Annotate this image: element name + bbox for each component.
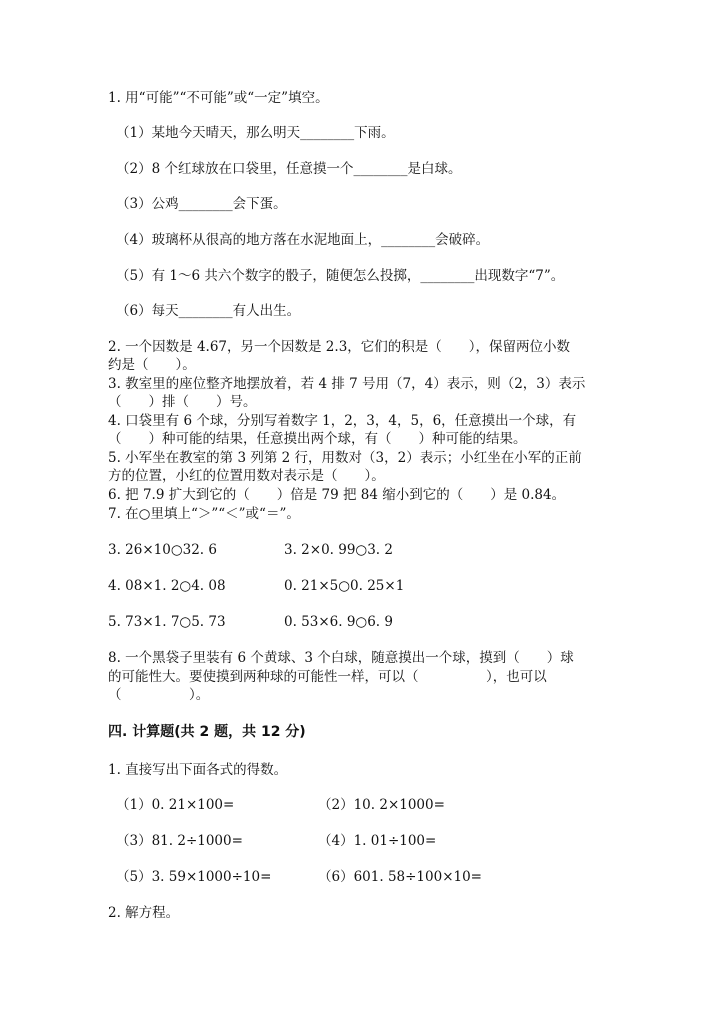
q7-row-2-left: 4. 08×1. 2○4. 08 [108,578,226,594]
q7-row-1-right: 3. 2×0. 99○3. 2 [284,542,393,558]
q1-item-4: （4）玻璃杯从很高的地方落在水泥地面上，________会破碎。 [116,232,490,248]
calc-5: （5）3. 59×1000÷10= [116,869,272,885]
q5-line-2: 方的位置，小红的位置用数对表示是（ ）。 [108,468,385,484]
q1-item-6: （6）每天________有人出生。 [116,303,301,319]
calc-instruction: 1. 直接写出下面各式的得数。 [108,762,288,778]
section-4-heading: 四. 计算题(共 2 题，共 12 分) [108,724,306,740]
q1-item-2: （2）8 个红球放在口袋里，任意摸一个________是白球。 [116,161,462,177]
calc-6: （6）601. 58÷100×10= [318,869,482,885]
q4-line-2: （ ）种可能的结果，任意摸出两个球，有（ ）种可能的结果。 [108,431,527,447]
calc-1: （1）0. 21×100= [116,797,235,813]
calc-4: （4）1. 01÷100= [318,833,437,849]
q7-row-2-right: 0. 21×5○0. 25×1 [284,578,405,594]
q1-item-5: （5）有 1～6 共六个数字的骰子，随便怎么投掷，________出现数字“7”。 [116,268,565,284]
q3-line-2: （ ）排（ ）号。 [108,394,257,410]
q8-line-2: 的可能性大。要使摸到两种球的可能性一样，可以（ ），也可以 [108,669,547,685]
q7-row-3-right: 0. 53×6. 9○6. 9 [284,614,393,630]
calc-2: （2）10. 2×1000= [318,797,445,813]
q1-item-3: （3）公鸡________会下蛋。 [116,196,287,212]
q7-title: 7. 在○里填上“＞”“＜”或“＝”。 [108,506,300,522]
q8-line-3: （ ）。 [108,687,210,703]
q1-item-1: （1）某地今天晴天，那么明天________下雨。 [116,125,395,141]
q7-row-3-left: 5. 73×1. 7○5. 73 [108,614,226,630]
q7-row-1-left: 3. 26×10○32. 6 [108,542,217,558]
equation-instruction: 2. 解方程。 [108,905,180,921]
q5-line-1: 5. 小军坐在教室的第 3 列第 2 行，用数对（3，2）表示；小红坐在小军的正前 [108,450,582,466]
calc-3: （3）81. 2÷1000= [116,833,243,849]
q8-line-1: 8. 一个黑袋子里装有 6 个黄球、3 个白球，随意摸出一个球，摸到（ ）球 [108,650,574,666]
q2-line-1: 2. 一个因数是 4.67，另一个因数是 2.3，它们的积是（ ），保留两位小数 [108,339,571,355]
q2-line-2: 约是（ ）。 [108,357,196,373]
q6-line: 6. 把 7.9 扩大到它的（ ）倍是 79 把 84 缩小到它的（ ）是 0.84。 [108,487,566,503]
q4-line-1: 4. 口袋里有 6 个球，分别写着数字 1，2，3，4，5，6，任意摸出一个球，有 [108,413,577,429]
q3-line-1: 3. 教室里的座位整齐地摆放着，若 4 排 7 号用（7，4）表示，则（2，3）表示 [108,376,586,392]
q1-title: 1. 用“可能”“不可能”或“一定”填空。 [108,90,329,106]
